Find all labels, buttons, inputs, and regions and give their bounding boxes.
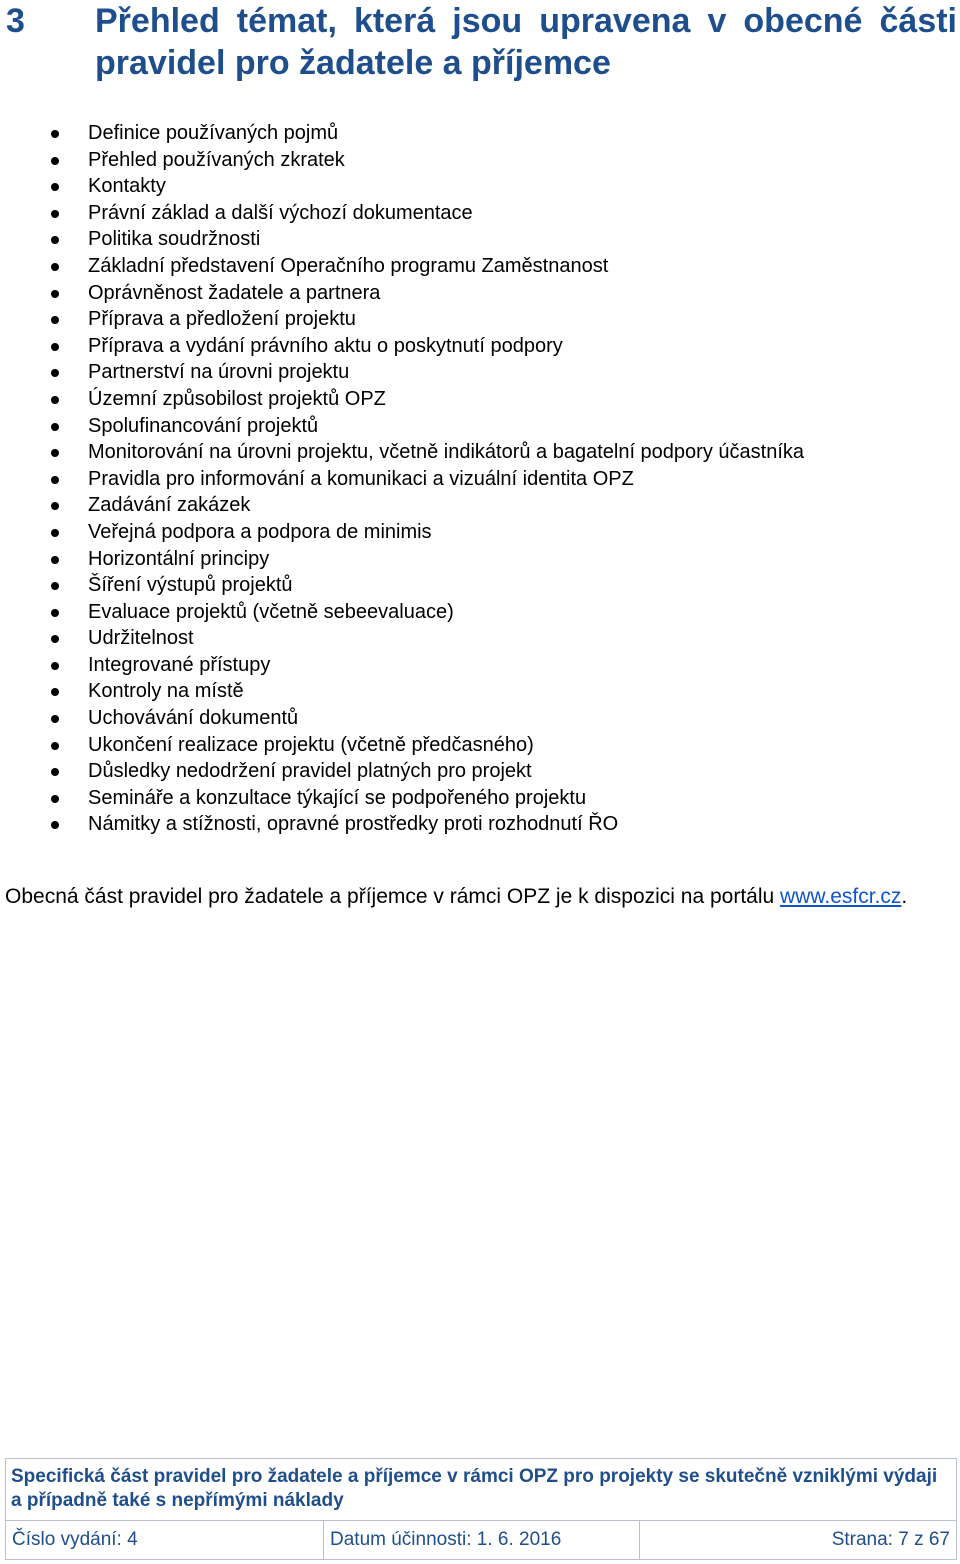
section-number: 3	[6, 2, 25, 40]
list-item	[0, 200, 960, 227]
bullet-icon	[51, 130, 59, 138]
bullet-icon	[51, 715, 59, 723]
list-item	[0, 492, 960, 519]
bullet-icon	[51, 662, 59, 670]
list-item-label: Definice používaných pojmů	[88, 122, 339, 144]
list-item-label: Právní základ a další výchozí dokumentace	[88, 201, 473, 224]
list-item	[0, 678, 960, 705]
bullet-icon	[51, 502, 59, 510]
bullet-icon	[51, 290, 59, 298]
list-item-label: Veřejná podpora a podpora de minimis	[88, 520, 432, 543]
footer-effective-date: Datum účinnosti: 1. 6. 2016	[324, 1521, 640, 1559]
list-item	[0, 519, 960, 546]
footer-issue: Číslo vydání: 4	[6, 1521, 324, 1559]
portal-link[interactable]: www.esfcr.cz	[780, 885, 902, 908]
paragraph-suffix: .	[901, 885, 908, 908]
bullet-icon	[51, 316, 59, 324]
bullet-icon	[51, 635, 59, 643]
list-item-label: Územní způsobilost projektů OPZ	[88, 387, 386, 410]
list-item	[0, 359, 960, 386]
list-item-label: Monitorování na úrovni projektu, včetně indikátorů a bagatelní podpory účastníka	[88, 441, 804, 464]
availability-paragraph	[5, 881, 955, 912]
list-item-label: Pravidla pro informování a komunikaci a vizuální identita OPZ	[88, 467, 634, 490]
list-item	[0, 466, 960, 493]
list-item	[0, 546, 960, 573]
bullet-icon	[51, 556, 59, 564]
paragraph-text: Obecná část pravidel pro žadatele a příjemce v rámci OPZ je k dispozici na portálu	[5, 885, 775, 908]
bullet-icon	[51, 742, 59, 750]
list-item	[0, 386, 960, 413]
footer-document-title: Specifická část pravidel pro žadatele a příjemce v rámci OPZ pro projekty se skutečně vzniklými výdaji a případně také s nepřímými náklady	[6, 1459, 956, 1521]
bullet-icon	[51, 369, 59, 377]
bullet-icon	[51, 821, 59, 829]
list-item	[0, 173, 960, 200]
list-item	[0, 785, 960, 812]
list-item	[0, 253, 960, 280]
list-item-label: Důsledky nedodržení pravidel platných pro projekt	[88, 760, 532, 783]
list-item	[0, 758, 960, 785]
list-item-label: Příprava a předložení projektu	[88, 308, 356, 331]
list-item	[0, 280, 960, 307]
footer-page-number: Strana: 7 z 67	[831, 1529, 950, 1550]
bullet-icon	[51, 768, 59, 776]
footer-meta	[6, 1521, 956, 1559]
bullet-icon	[51, 529, 59, 537]
list-item	[0, 147, 960, 174]
list-item-label: Semináře a konzultace týkající se podpořeného projektu	[88, 786, 587, 809]
topics-list	[0, 120, 960, 838]
bullet-icon	[51, 795, 59, 803]
list-item-label: Přehled používaných zkratek	[88, 148, 345, 171]
list-item-label: Spolufinancování projektů	[88, 414, 319, 437]
list-item-label: Příprava a vydání právního aktu o poskytnutí podpory	[88, 334, 563, 357]
bullet-icon	[51, 396, 59, 404]
list-item	[0, 599, 960, 626]
list-item-label: Kontroly na místě	[88, 680, 244, 703]
list-item-label: Kontakty	[88, 175, 166, 198]
bullet-icon	[51, 476, 59, 484]
list-item	[0, 732, 960, 759]
bullet-icon	[51, 582, 59, 590]
list-item	[0, 439, 960, 466]
bullet-icon	[51, 210, 59, 218]
list-item-label: Zadávání zakázek	[88, 494, 251, 517]
list-item	[0, 625, 960, 652]
list-item-label: Oprávněnost žadatele a partnera	[88, 281, 381, 304]
list-item	[0, 306, 960, 333]
list-item	[0, 333, 960, 360]
list-item	[0, 413, 960, 440]
list-item-label: Šíření výstupů projektů	[88, 574, 293, 597]
list-item-label: Horizontální principy	[88, 547, 270, 570]
page-footer	[5, 1458, 957, 1560]
list-item-label: Evaluace projektů (včetně sebeevaluace)	[88, 600, 454, 623]
bullet-icon	[51, 609, 59, 617]
list-item	[0, 652, 960, 679]
list-item-label: Ukončení realizace projektu (včetně předčasného)	[88, 733, 534, 756]
list-item-label: Námitky a stížnosti, opravné prostředky proti rozhodnutí ŘO	[88, 813, 619, 836]
bullet-icon	[51, 423, 59, 431]
bullet-icon	[51, 157, 59, 165]
list-item-label: Integrované přístupy	[88, 653, 271, 676]
bullet-icon	[51, 236, 59, 244]
bullet-icon	[51, 449, 59, 457]
list-item	[0, 120, 960, 147]
list-item	[0, 811, 960, 838]
list-item-label: Základní představení Operačního programu Zaměstnanost	[88, 254, 609, 277]
list-item	[0, 572, 960, 599]
list-item-label: Politika soudržnosti	[88, 228, 261, 251]
bullet-icon	[51, 688, 59, 696]
section-title: Přehled témat, která jsou upravena v obecné části pravidel pro žadatele a příjemce	[95, 2, 957, 82]
list-item-label: Udržitelnost	[88, 627, 194, 650]
list-item-label: Partnerství na úrovni projektu	[88, 361, 350, 384]
bullet-icon	[51, 183, 59, 191]
list-item	[0, 705, 960, 732]
list-item-label: Uchovávání dokumentů	[88, 707, 299, 730]
bullet-icon	[51, 263, 59, 271]
bullet-icon	[51, 343, 59, 351]
list-item	[0, 226, 960, 253]
